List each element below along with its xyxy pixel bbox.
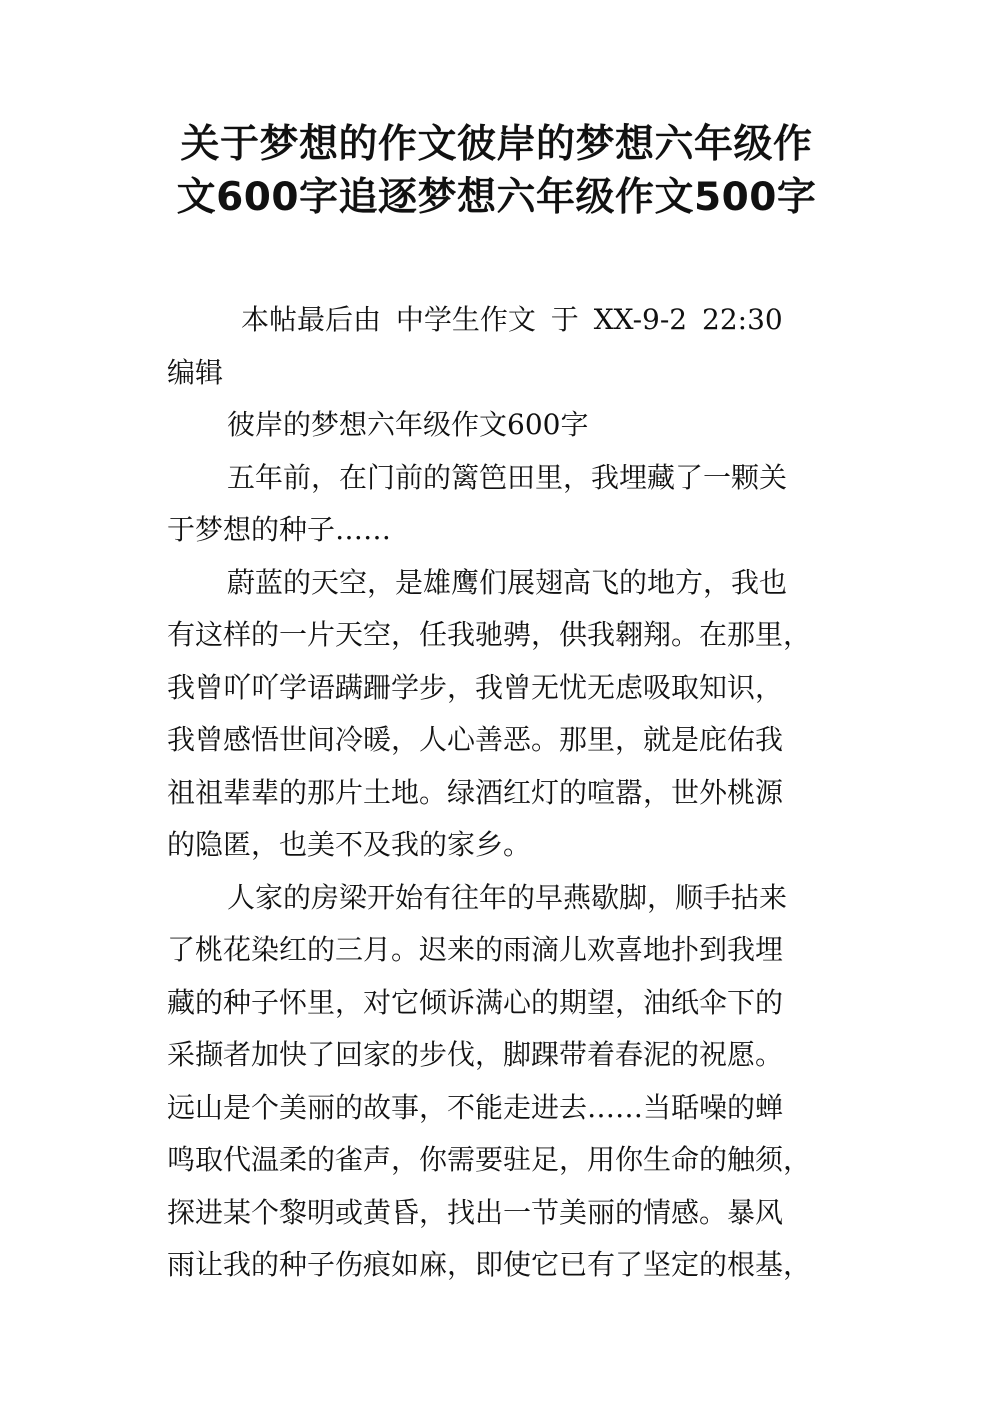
paragraph-line: 于梦想的种子…… xyxy=(167,513,392,546)
post-edit-info-line: 编辑 xyxy=(167,355,224,389)
paragraph-line: 我曾感悟世间冷暖，人心善恶。那里，就是庇佑我 xyxy=(167,723,784,756)
post-edit-info xyxy=(167,294,835,399)
paragraph-line: 鸣取代温柔的雀声，你需要驻足，用你生命的触须， xyxy=(167,1143,812,1176)
paragraph-line: 有这样的一片天空，任我驰骋，供我翱翔。在那里， xyxy=(167,618,812,651)
paragraph-line: 人家的房梁开始有往年的早燕歇脚，顺手拈来 xyxy=(227,880,788,914)
paragraph xyxy=(167,557,835,872)
paragraph-line: 的隐匿，也美不及我的家乡。 xyxy=(167,828,532,861)
paragraph-line: 藏的种子怀里，对它倾诉满心的期望，油纸伞下的 xyxy=(167,985,784,1019)
paragraph-line: 了桃花染红的三月。迟来的雨滴儿欢喜地扑到我埋 xyxy=(167,933,784,966)
title-line: 文600字追逐梦想六年级作文500字 xyxy=(176,174,817,220)
paragraph-line: 远山是个美丽的故事，不能走进去……当聒噪的蝉 xyxy=(167,1090,784,1124)
post-edit-info-line: 本帖最后由 中学生作文 于 XX-9-2 22:30 xyxy=(241,303,783,336)
paragraph-line: 蔚蓝的天空，是雄鹰们展翅高飞的地方，我也 xyxy=(227,565,788,599)
paragraph xyxy=(167,872,835,1292)
document-body xyxy=(167,294,835,1292)
paragraph xyxy=(167,452,835,557)
paragraph-line: 雨让我的种子伤痕如麻，即使它已有了坚定的根基， xyxy=(167,1248,812,1281)
essay-subtitle-line: 彼岸的梦想六年级作文600字 xyxy=(227,408,589,441)
paragraph-line: 采撷者加快了回家的步伐，脚踝带着春泥的祝愿。 xyxy=(167,1038,784,1071)
document-title xyxy=(150,118,843,223)
paragraph-line: 五年前，在门前的篱笆田里，我埋藏了一颗关 xyxy=(227,460,788,494)
paragraph-line: 探进某个黎明或黄昏，找出一节美丽的情感。暴风 xyxy=(167,1195,784,1229)
title-line: 关于梦想的作文彼岸的梦想六年级作 xyxy=(180,122,813,167)
paragraph-line: 祖祖辈辈的那片土地。绿酒红灯的喧嚣，世外桃源 xyxy=(167,775,784,809)
paragraph-line: 我曾吖吖学语蹒跚学步，我曾无忧无虑吸取知识， xyxy=(167,670,784,704)
essay-subtitle xyxy=(167,399,835,452)
